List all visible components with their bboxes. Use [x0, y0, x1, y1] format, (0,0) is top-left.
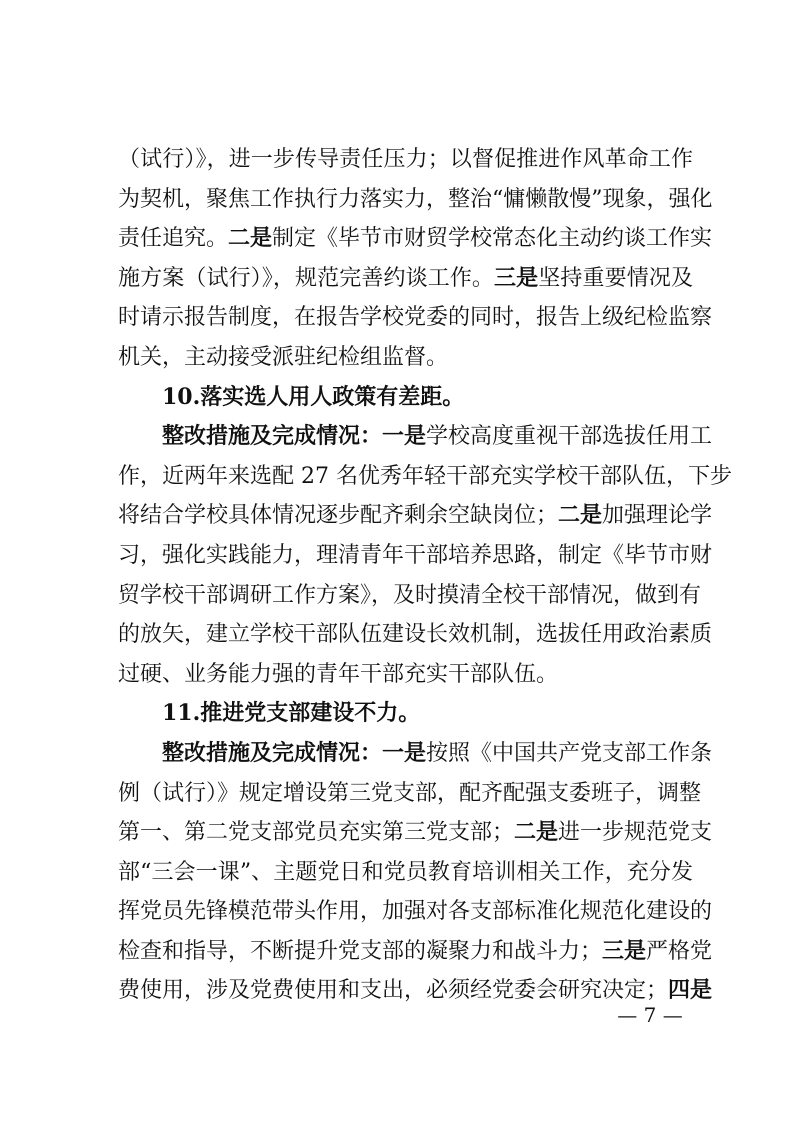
ordinal-marker: 一是	[382, 423, 427, 450]
text-line: 将结合学校具体情况逐步配齐剩余空缺岗位；二是加强理论学	[118, 502, 713, 529]
paragraph-continued	[118, 140, 713, 378]
ordinal-marker: 三是	[494, 264, 539, 291]
text-line: 作，近两年来选配 27 名优秀年轻干部充实学校干部队伍，下步	[118, 463, 732, 489]
text-line: 为契机，聚焦工作执行力落实力，整治“慵懒散慢”现象，强化	[118, 186, 713, 212]
text-line: 部“三会一课”、主题党日和党员教育培训相关工作，充分发	[118, 859, 693, 885]
text-line: 习，强化实践能力，理清青年干部培养思路，制定《毕节市财	[118, 542, 713, 568]
document-body	[118, 140, 732, 1011]
text-line: 过硬、业务能力强的青年干部充实干部队伍。	[118, 661, 559, 687]
text-line: 施方案（试行）》，规范完善约谈工作。三是坚持重要情况及	[118, 264, 693, 291]
page-number: — 7 —	[617, 1003, 683, 1027]
paragraph-rectification-10	[118, 417, 732, 694]
ordinal-marker: 四是	[668, 977, 713, 1004]
section-heading-11: 11.推进党支部建设不力。	[162, 700, 421, 727]
ordinal-marker: 二是	[228, 225, 273, 252]
text-line: 机关，主动接受派驻纪检组监督。	[118, 344, 449, 370]
text-line: 的放矢，建立学校干部队伍建设长效机制，选拔任用政治素质	[118, 622, 713, 648]
ordinal-marker: 二是	[558, 502, 603, 529]
text-line: 费使用，涉及党费使用和支出，必须经党委会研究决定；四是	[118, 977, 713, 1004]
section-heading-10: 10.落实选人用人政策有差距。	[162, 383, 465, 410]
text-line: 挥党员先锋模范带头作用，加强对各支部标准化规范化建设的	[118, 899, 713, 925]
ordinal-marker: 三是	[602, 937, 647, 964]
line-text: 一是学校高度重视干部选拔任用工	[382, 423, 713, 450]
text-line	[118, 734, 713, 774]
text-line: 例（试行）》规定增设第三党支部，配齐配强支委班子，调整	[118, 780, 702, 806]
lead-label: 整改措施及完成情况：	[162, 739, 383, 766]
text-line: 贸学校干部调研工作方案》，及时摸清全校干部情况，做到有	[118, 582, 702, 608]
ordinal-marker: 二是	[514, 819, 559, 846]
text-line	[118, 417, 713, 457]
lead-label: 整改措施及完成情况：	[162, 423, 383, 450]
text-line: 检查和指导，不断提升党支部的凝聚力和战斗力；三是严格党	[118, 937, 713, 964]
text-line: 第一、第二党支部党员充实第三党支部；二是进一步规范党支	[118, 819, 713, 846]
text-line: 时请示报告制度，在报告学校党委的同时，报告上级纪检监察	[118, 305, 713, 331]
text-line: 责任追究。二是制定《毕节市财贸学校常态化主动约谈工作实	[118, 225, 713, 252]
line-text: 一是按照《中国共产党支部工作条	[382, 739, 713, 766]
text-line: （试行）》，进一步传导责任压力；以督促推进作风革命工作	[118, 147, 693, 172]
paragraph-rectification-11	[118, 734, 713, 1011]
ordinal-marker: 一是	[382, 739, 427, 766]
